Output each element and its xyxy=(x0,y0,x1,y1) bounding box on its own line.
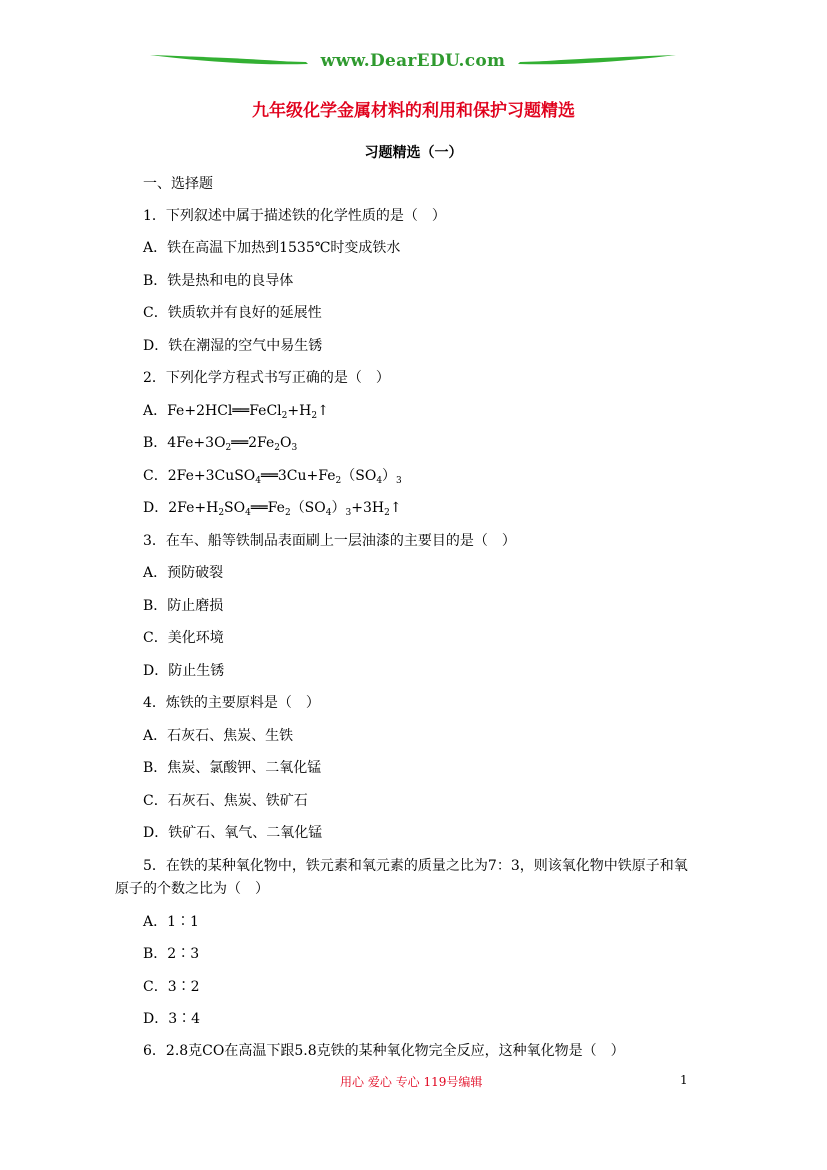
question-3-option-c: C．美化环境 xyxy=(143,630,224,646)
part-heading: 一、选择题 xyxy=(143,176,213,192)
question-3-option-a: A．预防破裂 xyxy=(143,565,224,581)
question-4-option-d: D．铁矿石、氧气、二氧化锰 xyxy=(143,825,323,841)
question-3-stem: 3．在车、船等铁制品表面刷上一层油漆的主要目的是（ ） xyxy=(143,533,516,549)
site-logo-text[interactable]: www.DearEDU.com xyxy=(320,51,506,71)
section-title: 习题精选（一） xyxy=(364,145,463,161)
question-5-stem-line-1: 5．在铁的某种氧化物中，铁元素和氧元素的质量之比为7：3，则该氧化物中铁原子和氧 xyxy=(143,858,688,874)
document-title: 九年级化学金属材料的利用和保护习题精选 xyxy=(252,101,575,121)
question-4-option-c: C．石灰石、焦炭、铁矿石 xyxy=(143,793,308,809)
question-2-option-a: A．$Fe+2HCl══FeCl_2+H_2↑$ xyxy=(143,403,329,421)
question-4-option-b: B．焦炭、氯酸钾、二氧化锰 xyxy=(143,760,322,776)
question-5-option-b: B．2∶3 xyxy=(143,946,200,962)
question-5-option-c: C．3∶2 xyxy=(143,979,200,995)
question-4-stem: 4．炼铁的主要原料是（ ） xyxy=(143,695,320,711)
footer-text: 用心 爱心 专心 119号编辑 xyxy=(340,1075,483,1089)
question-2-option-c: C．$2Fe+3CuSO_4══3Cu+Fe_2(SO_4)_3$ xyxy=(143,468,402,486)
question-1-option-d: D．铁在潮湿的空气中易生锈 xyxy=(143,338,323,354)
question-3-option-b: B．防止磨损 xyxy=(143,598,224,614)
question-1-option-c: C．铁质软并有良好的延展性 xyxy=(143,305,322,321)
question-5-stem-line-2: 原子的个数之比为（ ） xyxy=(115,881,269,897)
question-1-option-a: A．铁在高温下加热到1535℃时变成铁水 xyxy=(143,240,401,256)
site-header xyxy=(148,48,678,78)
question-2-option-d: D．$2Fe+H_2SO_4══Fe_2(SO_4)_3+3H_2↑$ xyxy=(143,500,402,518)
question-2-stem: 2．下列化学方程式书写正确的是（ ） xyxy=(143,370,390,386)
question-4-option-a: A．石灰石、焦炭、生铁 xyxy=(143,728,294,744)
question-3-option-d: D．防止生锈 xyxy=(143,663,225,679)
question-6-stem: 6．2.8克CO在高温下跟5.8克铁的某种氧化物完全反应，这种氧化物是（ ） xyxy=(143,1043,625,1059)
question-5-option-a: A．1∶1 xyxy=(143,914,199,930)
question-2-option-b: B．$4Fe+3O_2══2Fe_2O_3$ xyxy=(143,435,298,453)
question-1-stem: 1．下列叙述中属于描述铁的化学性质的是（ ） xyxy=(143,208,446,224)
question-5-option-d: D．3∶4 xyxy=(143,1011,201,1027)
page-number: 1 xyxy=(680,1073,688,1087)
question-1-option-b: B．铁是热和电的良导体 xyxy=(143,273,294,289)
